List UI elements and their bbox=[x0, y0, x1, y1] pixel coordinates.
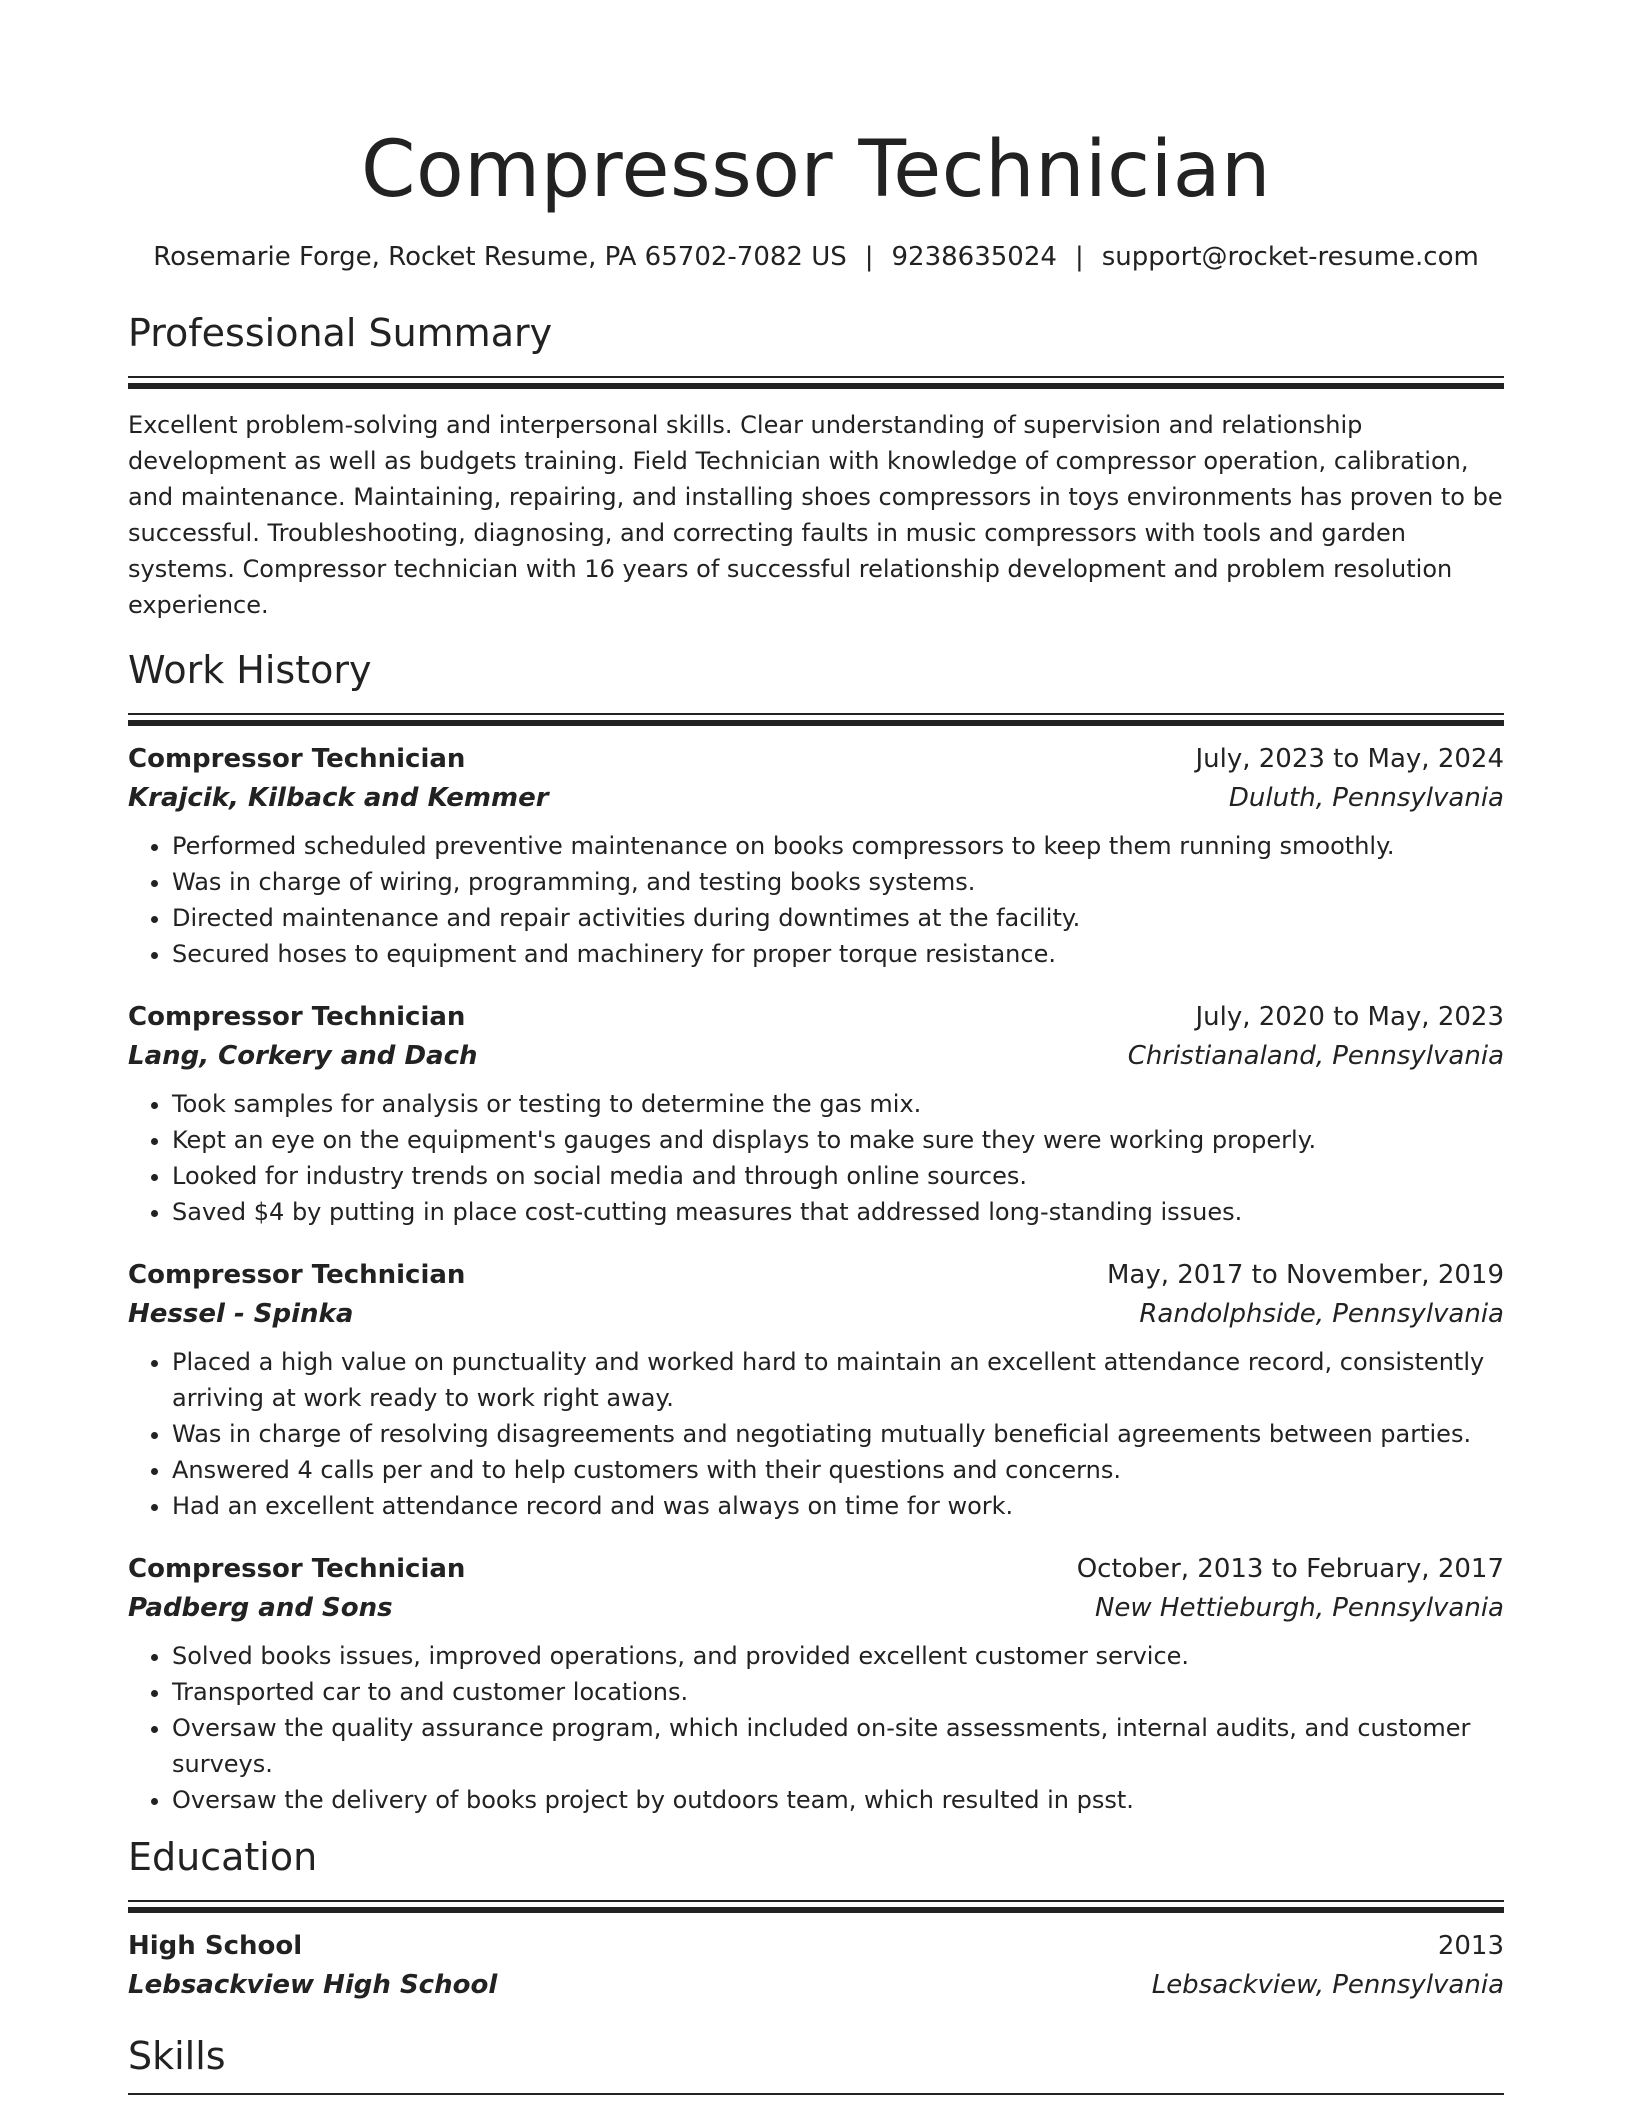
job-bullet: • Kept an eye on the equipment's gauges and displays to make sure they were working properly. bbox=[172, 1122, 1504, 1158]
resume-page bbox=[128, 0, 1504, 2095]
education-heading: Education bbox=[128, 1835, 318, 1879]
education-degree: High School bbox=[128, 1931, 303, 1961]
education-entry bbox=[128, 1927, 1504, 2005]
job-location: Randolphside, Pennsylvania bbox=[1139, 1299, 1504, 1329]
section-divider-thin bbox=[128, 2093, 1504, 2095]
job-entry bbox=[128, 1550, 1504, 1818]
education-school: Lebsackview High School bbox=[128, 1970, 498, 2000]
contact-address: Rosemarie Forge, Rocket Resume, PA 65702-7082 US bbox=[153, 242, 847, 272]
job-bullet: • Performed scheduled preventive maintenance on books compressors to keep them running smoothly. bbox=[172, 828, 1504, 864]
job-bullets bbox=[128, 1344, 1504, 1524]
job-bullets bbox=[128, 1086, 1504, 1230]
job-bullets bbox=[128, 828, 1504, 972]
section-divider-thick bbox=[128, 1907, 1504, 1913]
job-entry bbox=[128, 998, 1504, 1230]
job-title: Compressor Technician bbox=[128, 1554, 466, 1584]
job-location: Christianaland, Pennsylvania bbox=[1127, 1041, 1504, 1071]
job-dates: July, 2020 to May, 2023 bbox=[1195, 1002, 1504, 1032]
contact-phone: 9238635024 bbox=[891, 242, 1057, 272]
job-title: Compressor Technician bbox=[128, 744, 466, 774]
job-bullet: • Had an excellent attendance record and was always on time for work. bbox=[172, 1488, 1504, 1524]
job-bullet: • Was in charge of resolving disagreements and negotiating mutually beneficial agreements between parties. bbox=[172, 1416, 1504, 1452]
job-dates: October, 2013 to February, 2017 bbox=[1076, 1554, 1504, 1584]
resume-title: Compressor Technician bbox=[361, 125, 1271, 215]
job-title: Compressor Technician bbox=[128, 1002, 466, 1032]
job-dates: July, 2023 to May, 2024 bbox=[1195, 744, 1504, 774]
job-bullet: • Looked for industry trends on social media and through online sources. bbox=[172, 1158, 1504, 1194]
job-dates: May, 2017 to November, 2019 bbox=[1106, 1260, 1504, 1290]
job-bullets bbox=[128, 1638, 1504, 1818]
section-divider-thick bbox=[128, 720, 1504, 726]
job-header-row bbox=[128, 1550, 1504, 1588]
skills-section bbox=[128, 2031, 1504, 2095]
job-bullet: • Took samples for analysis or testing to determine the gas mix. bbox=[172, 1086, 1504, 1122]
education-header-row bbox=[128, 1927, 1504, 1965]
job-location: New Hettieburgh, Pennsylvania bbox=[1094, 1593, 1504, 1623]
job-company-row bbox=[128, 778, 1504, 818]
job-bullet: • Answered 4 calls per and to help customers with their questions and concerns. bbox=[172, 1452, 1504, 1488]
job-company-row bbox=[128, 1036, 1504, 1076]
section-divider-thin bbox=[128, 1900, 1504, 1902]
work-history-section bbox=[128, 645, 1504, 1818]
job-bullet: • Oversaw the delivery of books project by outdoors team, which resulted in psst. bbox=[172, 1782, 1504, 1818]
skills-heading: Skills bbox=[128, 2034, 226, 2078]
job-bullet: • Directed maintenance and repair activities during downtimes at the facility. bbox=[172, 900, 1504, 936]
section-divider-thin bbox=[128, 713, 1504, 715]
contact-separator: | bbox=[1074, 242, 1084, 272]
job-entry bbox=[128, 1256, 1504, 1524]
job-bullet: • Was in charge of wiring, programming, and testing books systems. bbox=[172, 864, 1504, 900]
job-header-row bbox=[128, 998, 1504, 1036]
job-entry bbox=[128, 740, 1504, 972]
job-company: Padberg and Sons bbox=[128, 1593, 393, 1623]
contact-separator: | bbox=[864, 242, 874, 272]
job-bullet: • Placed a high value on punctuality and worked hard to maintain an excellent attendance record, consistently arriving at work ready to work right away. bbox=[172, 1344, 1504, 1416]
job-company-row bbox=[128, 1588, 1504, 1628]
job-bullet: • Oversaw the quality assurance program, which included on-site assessments, internal audits, and customer surveys. bbox=[172, 1710, 1504, 1782]
job-header-row bbox=[128, 740, 1504, 778]
contact-email: support@rocket-resume.com bbox=[1101, 242, 1479, 272]
job-header-row bbox=[128, 1256, 1504, 1294]
summary-heading: Professional Summary bbox=[128, 311, 553, 355]
education-section bbox=[128, 1832, 1504, 2005]
education-school-row bbox=[128, 1965, 1504, 2005]
education-location: Lebsackview, Pennsylvania bbox=[1151, 1970, 1504, 2000]
job-bullet: • Transported car to and customer locations. bbox=[172, 1674, 1504, 1710]
job-company: Krajcik, Kilback and Kemmer bbox=[128, 783, 549, 813]
work-history-heading: Work History bbox=[128, 648, 372, 692]
job-company-row bbox=[128, 1294, 1504, 1334]
section-divider-thick bbox=[128, 383, 1504, 389]
summary-text: Excellent problem-solving and interpersonal skills. Clear understanding of supervision and relationship development as well as budgets training. Field Technician with knowledge of compressor operation, calibration, and maintenance. Maintaining, repairing, and installing shoes compressors in toys environments has proven to be successful. Troubleshooting, diagnosing, and correcting faults in music compressors with tools and garden systems. Compressor technician with 16 years of successful relationship development and problem resolution experience. bbox=[128, 411, 1503, 619]
education-year: 2013 bbox=[1437, 1931, 1504, 1961]
job-bullet: • Saved $4 by putting in place cost-cutting measures that addressed long-standing issues. bbox=[172, 1194, 1504, 1230]
job-title: Compressor Technician bbox=[128, 1260, 466, 1290]
contact-line bbox=[128, 240, 1504, 274]
section-divider-thin bbox=[128, 376, 1504, 378]
job-bullet: • Solved books issues, improved operations, and provided excellent customer service. bbox=[172, 1638, 1504, 1674]
job-bullet: • Secured hoses to equipment and machinery for proper torque resistance. bbox=[172, 936, 1504, 972]
job-location: Duluth, Pennsylvania bbox=[1228, 783, 1504, 813]
job-company: Hessel - Spinka bbox=[128, 1299, 354, 1329]
job-company: Lang, Corkery and Dach bbox=[128, 1041, 478, 1071]
summary-section bbox=[128, 308, 1504, 623]
